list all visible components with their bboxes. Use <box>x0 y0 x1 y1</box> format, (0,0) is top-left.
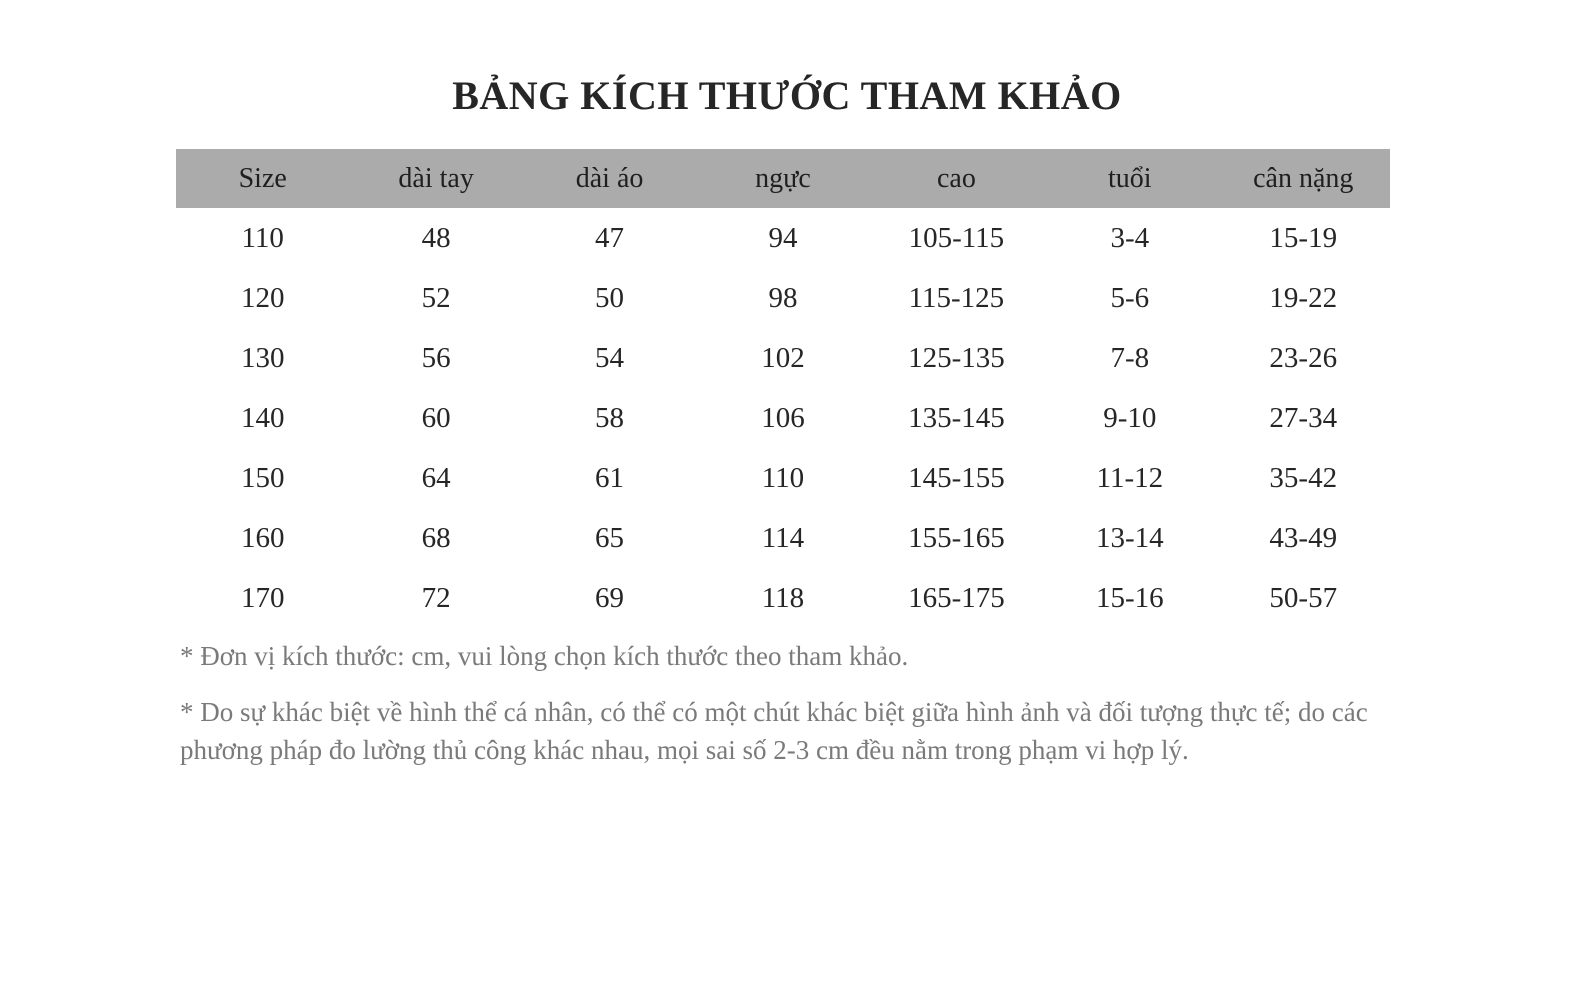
table-row <box>176 508 1390 568</box>
table-row <box>176 328 1390 388</box>
note-units: * Đơn vị kích thước: cm, vui lòng chọn kích thước theo tham khảo. <box>180 641 909 671</box>
table-header-row <box>176 149 1390 208</box>
table-cell: 15-16 <box>1095 581 1164 614</box>
table-cell: 19-22 <box>1269 281 1338 314</box>
table-cell: 155-165 <box>908 521 1005 554</box>
table-cell: 54 <box>595 341 625 374</box>
table-cell: 145-155 <box>908 461 1005 494</box>
table-cell: 48 <box>421 221 451 254</box>
column-header-size: Size <box>238 162 287 194</box>
table-cell: 7-8 <box>1110 341 1150 374</box>
table-cell: 170 <box>240 581 285 614</box>
table-cell: 118 <box>761 581 805 614</box>
table-cell: 135-145 <box>908 401 1005 434</box>
table-row <box>176 268 1390 328</box>
table-cell: 15-19 <box>1269 221 1338 254</box>
table-cell: 52 <box>421 281 451 314</box>
table-cell: 165-175 <box>908 581 1005 614</box>
table-cell: 72 <box>421 581 451 614</box>
table-cell: 58 <box>595 401 625 434</box>
column-header-height: cao <box>936 162 976 194</box>
table-cell: 43-49 <box>1269 521 1338 554</box>
table-row <box>176 448 1390 508</box>
table-cell: 114 <box>761 521 805 554</box>
table-cell: 11-12 <box>1096 461 1164 494</box>
table-body <box>176 208 1390 628</box>
table-cell: 64 <box>421 461 451 494</box>
table-cell: 13-14 <box>1095 521 1164 554</box>
table-cell: 98 <box>768 281 798 314</box>
table-cell: 50-57 <box>1269 581 1338 614</box>
column-header-sleeve-length: dài tay <box>398 162 474 194</box>
table-cell: 130 <box>240 341 285 374</box>
table-cell: 27-34 <box>1269 401 1338 434</box>
table-cell: 120 <box>240 281 285 314</box>
table-cell: 50 <box>595 281 625 314</box>
table-cell: 9-10 <box>1103 401 1157 434</box>
size-chart-table <box>176 149 1390 628</box>
table-cell: 140 <box>240 401 285 434</box>
table-row <box>176 208 1390 268</box>
table-cell: 35-42 <box>1269 461 1338 494</box>
table-cell: 150 <box>240 461 285 494</box>
table-cell: 125-135 <box>908 341 1005 374</box>
table-cell: 3-4 <box>1110 221 1150 254</box>
table-cell: 105-115 <box>908 221 1005 254</box>
table-cell: 23-26 <box>1269 341 1338 374</box>
table-row <box>176 388 1390 448</box>
table-cell: 69 <box>595 581 625 614</box>
table-cell: 60 <box>421 401 451 434</box>
table-cell: 106 <box>761 401 805 434</box>
table-cell: 160 <box>240 521 285 554</box>
table-cell: 68 <box>421 521 451 554</box>
table-cell: 56 <box>421 341 451 374</box>
table-cell: 94 <box>768 221 798 254</box>
page-title: BẢNG KÍCH THƯỚC THAM KHẢO <box>452 73 1122 118</box>
column-header-chest: ngực <box>755 162 811 194</box>
table-cell: 5-6 <box>1110 281 1150 314</box>
table-cell: 110 <box>241 221 284 254</box>
column-header-weight: cân nặng <box>1253 162 1354 194</box>
table-cell: 47 <box>595 221 625 254</box>
column-header-age: tuổi <box>1108 162 1152 194</box>
table-cell: 65 <box>595 521 625 554</box>
table-cell: 115-125 <box>908 281 1005 314</box>
column-header-shirt-length: dài áo <box>575 162 644 194</box>
table-cell: 110 <box>761 461 805 494</box>
table-cell: 102 <box>761 341 805 374</box>
table-cell: 61 <box>595 461 625 494</box>
table-row <box>176 568 1390 628</box>
note-disclaimer: * Do sự khác biệt về hình thể cá nhân, có thể có một chút khác biệt giữa hình ảnh và đối tượng thực tế; do các phương pháp đo lường thủ công khác nhau, mọi sai số 2-3 cm đều nằm trong phạm vi hợp lý. <box>180 697 1368 765</box>
